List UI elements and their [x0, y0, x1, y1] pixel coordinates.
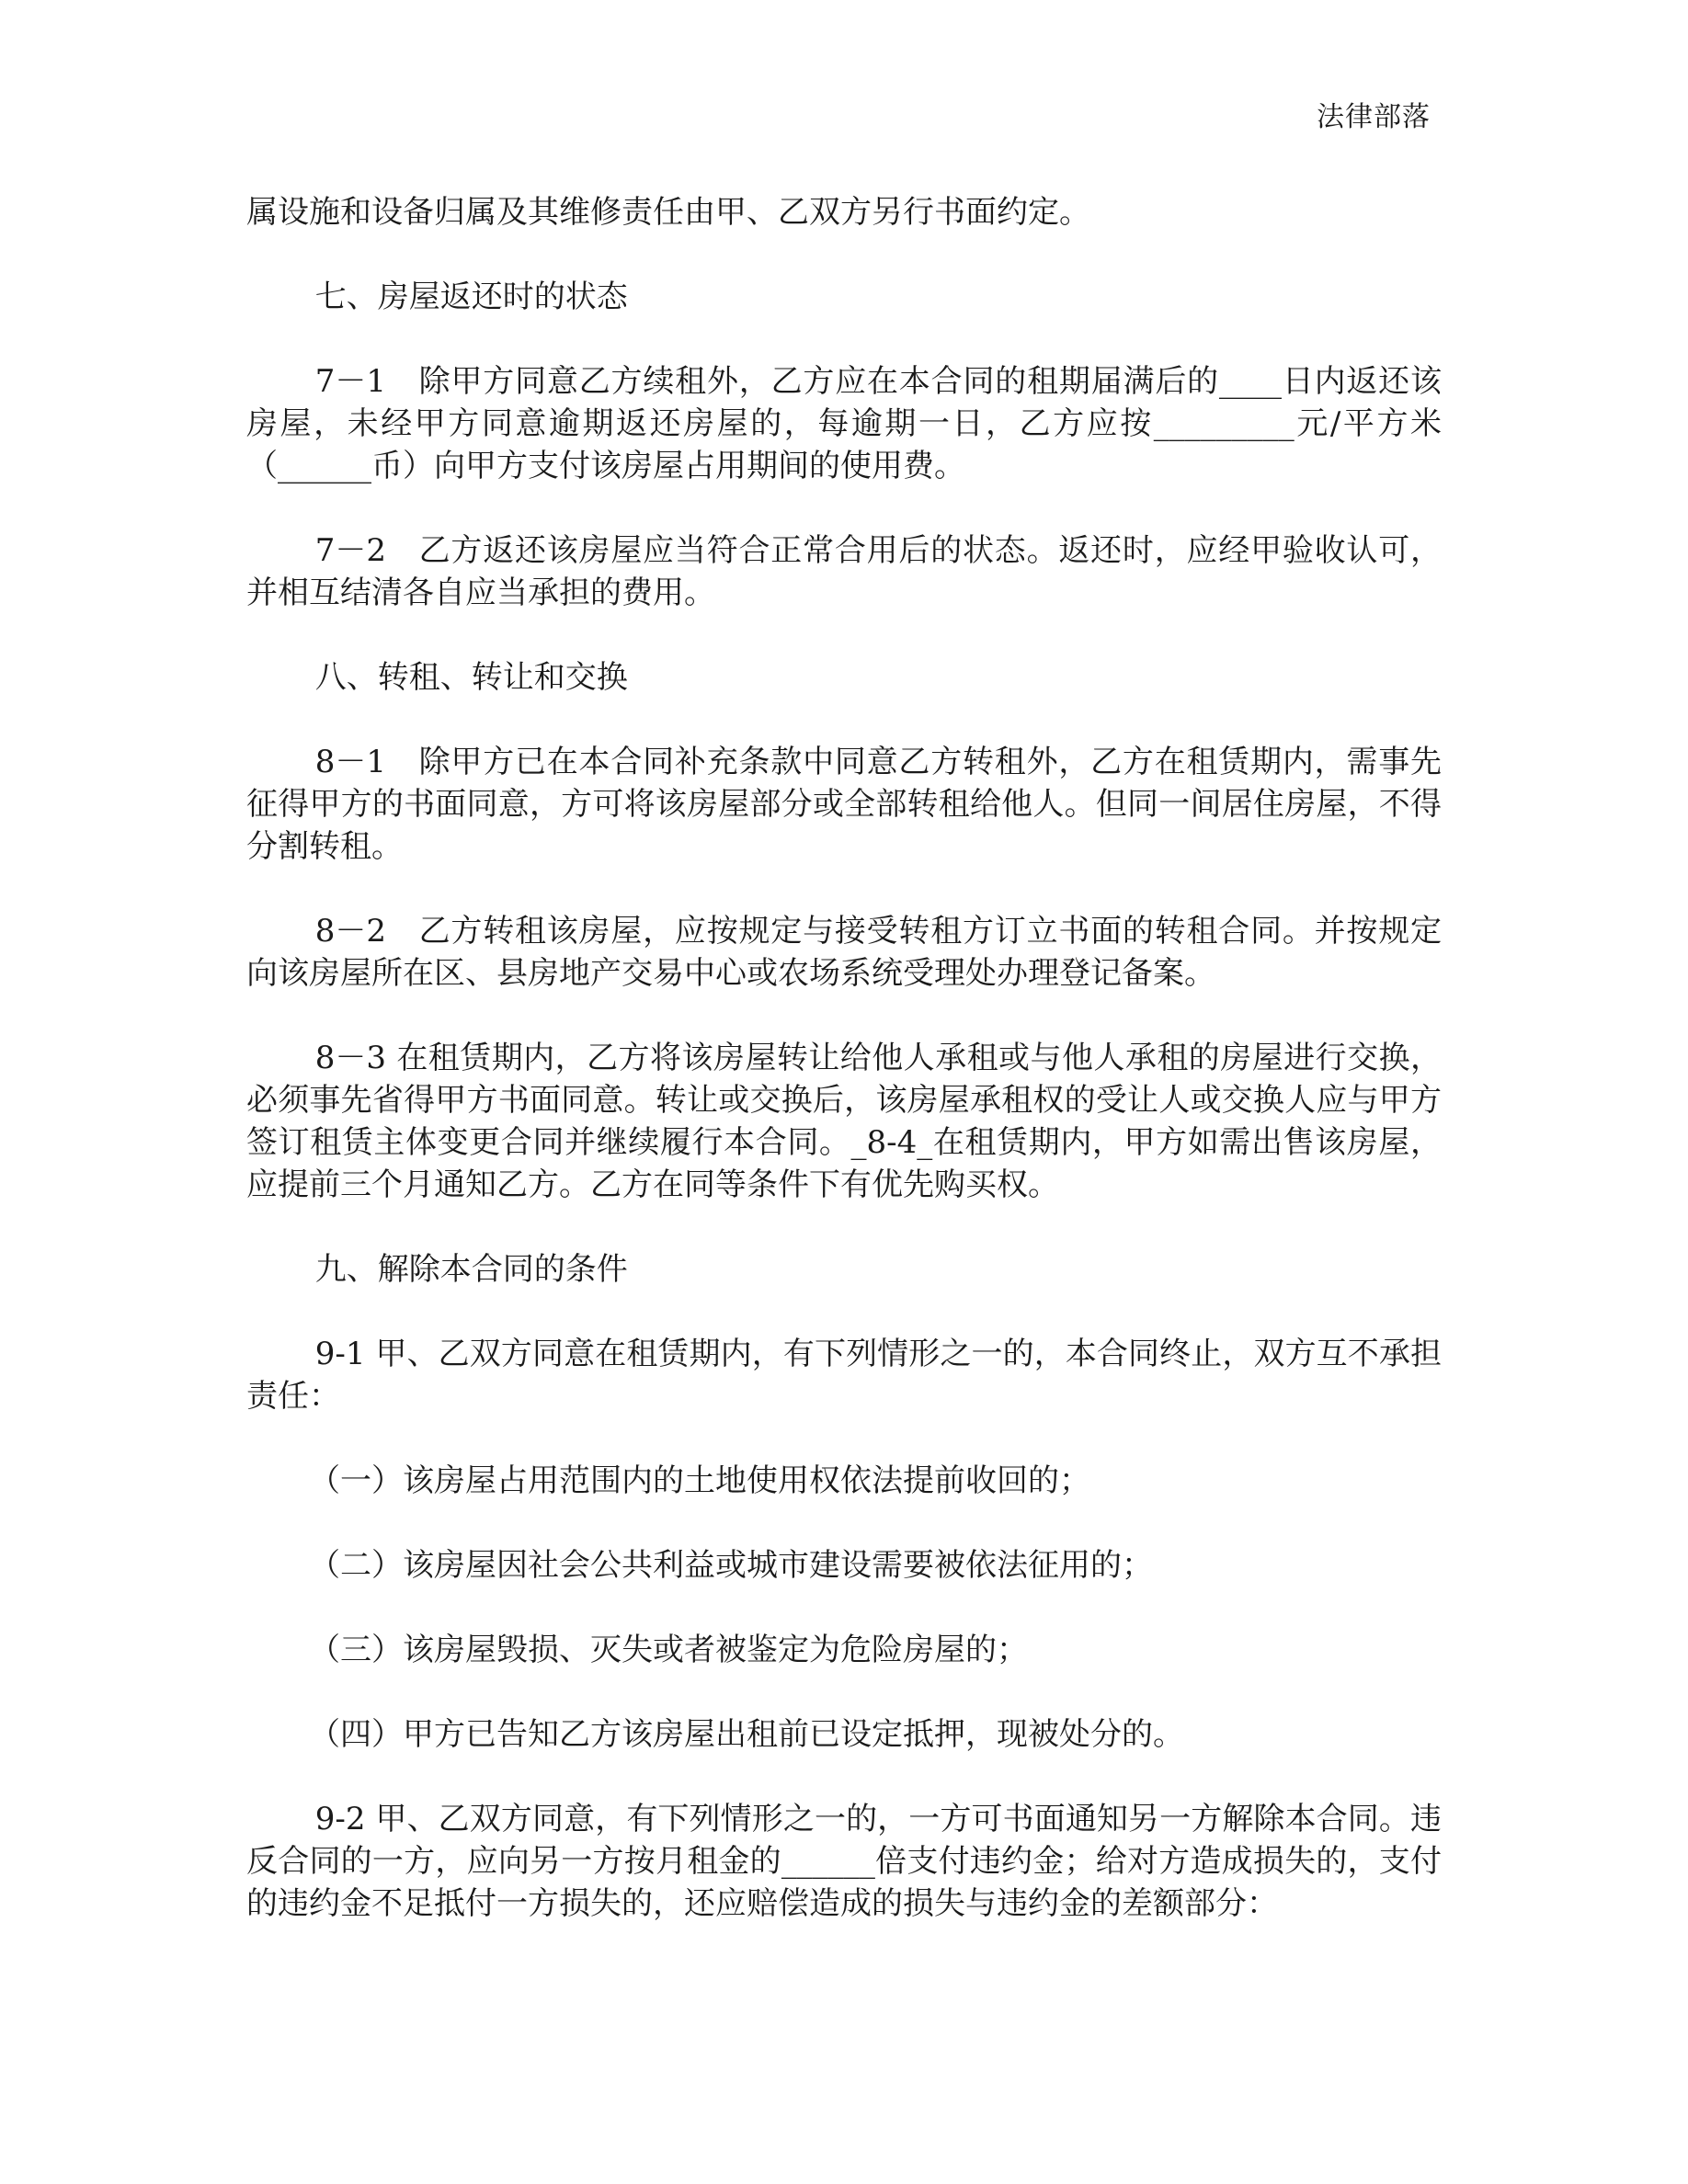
clause-9-2: 9-2 甲、乙双方同意，有下列情形之一的，一方可书面通知另一方解除本合同。违反合同的一方，应向另一方按月租金的______倍支付违约金；给对方造成损失的，支付的违约金不足抵付一方损失的，还应赔偿造成的损失与违约金的差额部分：	[246, 1801, 1442, 1922]
section-heading-9: 九、解除本合同的条件	[314, 1251, 628, 1288]
list-item-1: （一）该房屋占用范围内的土地使用权依法提前收回的；	[309, 1462, 1090, 1499]
clause-8-3: 8－3 在租赁期内，乙方将该房屋转让给他人承租或与他人承租的房屋进行交换，必须事先省得甲方书面同意。转让或交换后，该房屋承租权的受让人或交换人应与甲方签订租赁主体变更合同并继续履行本合同。_8-4_在租赁期内，甲方如需出售该房屋，应提前三个月通知乙方。乙方在同等条件下有优先购买权。	[246, 1040, 1442, 1203]
list-item-3: （三）该房屋毁损、灭失或者被鉴定为危险房屋的；	[309, 1632, 1028, 1668]
document-body	[246, 191, 1442, 1925]
section-heading-8: 八、转租、转让和交换	[314, 659, 628, 696]
clause-7-1: 7－1 除甲方同意乙方续租外，乙方应在本合同的租期届满后的____日内返还该房屋，未经甲方同意逾期返还房屋的，每逾期一日，乙方应按_________元/平方米（______币）向甲方支付该房屋占用期间的使用费。	[246, 363, 1442, 484]
paragraph-facilities: 属设施和设备归属及其维修责任由甲、乙双方另行书面约定。	[246, 194, 1090, 231]
list-item-4: （四）甲方已告知乙方该房屋出租前已设定抵押，现被处分的。	[309, 1716, 1184, 1753]
clause-7-2: 7－2 乙方返还该房屋应当符合正常合用后的状态。返还时，应经甲验收认可，并相互结清各自应当承担的费用。	[246, 532, 1442, 611]
list-item-2: （二）该房屋因社会公共利益或城市建设需要被依法征用的；	[309, 1547, 1153, 1584]
page-header: 法律部落	[1317, 101, 1431, 133]
section-heading-7: 七、房屋返还时的状态	[314, 279, 628, 315]
clause-8-1: 8－1 除甲方已在本合同补充条款中同意乙方转租外，乙方在租赁期内，需事先征得甲方的书面同意，方可将该房屋部分或全部转租给他人。但同一间居住房屋，不得分割转租。	[246, 744, 1442, 865]
clause-8-2: 8－2 乙方转租该房屋，应按规定与接受转租方订立书面的转租合同。并按规定向该房屋所在区、县房地产交易中心或农场系统受理处办理登记备案。	[246, 913, 1442, 992]
clause-9-1: 9-1 甲、乙双方同意在租赁期内，有下列情形之一的，本合同终止，双方互不承担责任：	[246, 1336, 1442, 1415]
